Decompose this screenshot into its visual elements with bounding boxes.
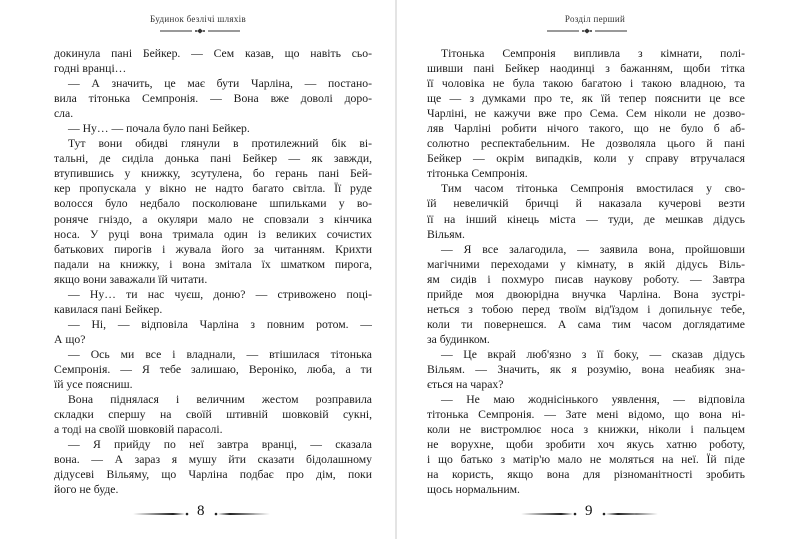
text-line: вона. — А зараз я мушу йти сказати бідолашному	[54, 453, 372, 467]
text-line: роняче гніздо, а окуляри мало не сповзали з кінчика	[54, 212, 372, 226]
text-line: — Це вкрай люб'язно з її боку, — сказав дідусь	[441, 347, 745, 361]
text-line: якщо вони заважали їй читати.	[54, 272, 208, 286]
text-line: ще — з думками про те, як їй тепер пояснити це все	[427, 92, 745, 106]
text-line: прийде моя двоюрідна внучка Чарліна. Вона зустрі-	[427, 287, 745, 301]
text-line: — А значить, це має бути Чарліна, — постано-	[68, 77, 372, 91]
text-line: — Ну… ти нас чуєш, доню? — стривожено поці-	[68, 287, 372, 301]
text-line: ляв Чарліні робити нічого такого, що не було б аб-	[427, 122, 745, 136]
text-line: а тоді на своїй шовковій парасолі.	[54, 423, 223, 437]
text-line: солютно респектабельним. Не дозволяла цього й пані	[427, 137, 745, 151]
text-line: — Я прийду по неї завтра вранці, — сказала	[68, 438, 372, 452]
footer-ornament-left-a	[133, 511, 189, 517]
text-line: втупившись у книжку, зсутулена, бо герань пані Бей-	[54, 167, 372, 181]
text-line: Чарліні, не кажучи вже про Сема. Сем ніколи не дозво-	[427, 107, 745, 121]
text-line: Тітонька Семпронія випливла з кімнати, полі-	[441, 47, 745, 60]
text-line: їй усе поясниш.	[54, 378, 133, 392]
text-line: складки спершу на своїй штивній шовковій сукні,	[54, 408, 372, 422]
right-page	[397, 0, 793, 539]
text-line: ям сидів і похмуро писав наукову роботу. — Завтра	[427, 272, 745, 286]
page-number-right: 9	[585, 503, 593, 519]
text-line: падали на книжку, і вона змітала їх шматком пирога,	[54, 257, 372, 271]
text-line: волосся було недбало посколюване шпильками у во-	[54, 197, 372, 211]
text-line: його не буде.	[54, 483, 119, 497]
text-line: на користь, якщо вона для різноманітності зробить	[427, 468, 745, 482]
text-line: за будинком.	[427, 332, 490, 346]
text-line: Вільям. — Значить, як я розумію, вона неабияк зна-	[427, 362, 745, 376]
left-page	[0, 0, 396, 539]
text-line: дідусеві Вільяму, що Чарліна подбає про дім, поки	[54, 468, 372, 482]
text-line: щось нормальним.	[427, 483, 520, 497]
text-line: тальні, де сиділа донька пані Бейкер — як завжди,	[54, 152, 372, 166]
text-line: — Не маю жоднісінького уявлення, — відповіла	[441, 393, 745, 407]
text-line: коли не вистромлює носа з книжки, ніколи і пальцем	[427, 423, 745, 437]
running-head-left: Будинок безлічі шляхів	[149, 14, 246, 24]
text-line: її чоловіка не була такою багатою і такою владною, та	[427, 77, 745, 91]
footer-ornament-left-b	[214, 511, 270, 517]
text-line: неться з тобою перед твоїм від'їздом і допильнує тебе,	[427, 302, 745, 316]
text-line: Тут вони обидві глянули в протилежний бік ві-	[68, 137, 372, 151]
text-line: — Я все залагодила, — заявила вона, пройшовши	[441, 242, 745, 256]
text-line: і що батько з матір'ю мало не моляться на неї. Їй піде	[427, 453, 745, 467]
header-ornament-right	[537, 28, 637, 34]
text-line: Вона піднялася і величним жестом розправила	[68, 393, 372, 407]
footer-ornament-right-b	[602, 511, 658, 517]
text-line: коли ти повернешся. А сама тим часом доглядатиме	[427, 317, 745, 331]
text-line: Бейкер — окрім випадків, коли у справу втручалася	[427, 152, 745, 166]
page-number-left: 8	[197, 503, 205, 519]
text-line: — Ось ми все і владнали, — втішилася тітонька	[68, 347, 372, 361]
text-line: їй невеличкій бричці й наказала кучерові везти	[427, 197, 745, 211]
text-line: шивши пані Бейкер наодинці з бажанням, щоби тітка	[427, 62, 745, 76]
text-line: не ворухне, щоби зробити хоч якусь хатню роботу,	[427, 438, 745, 452]
text-line: сла.	[54, 107, 74, 121]
footer-right	[397, 503, 793, 525]
text-line: магічними переходами у кімнату, в якій дідусь Віль-	[427, 257, 745, 271]
text-line: тітонька Семпронія.	[427, 167, 528, 181]
text-line: Вільям.	[427, 227, 465, 241]
footer-left	[0, 503, 396, 525]
body-text-right	[427, 46, 745, 497]
text-line: докинула пані Бейкер. — Сем казав, що навіть сьо-	[54, 47, 372, 60]
text-line: ється на чарах?	[427, 378, 504, 392]
text-line: Семпронія. — Я тебе залишаю, Вероніко, люба, а ти	[54, 362, 372, 376]
text-line: годні вранці…	[54, 62, 127, 76]
footer-ornament-right-a	[521, 511, 577, 517]
text-line: батькових пирогів і жувала його за читанням. Крихти	[54, 242, 372, 256]
text-line: Тим часом тітонька Семпронія вмостилася у сво-	[441, 182, 745, 196]
header-ornament-left	[150, 28, 250, 34]
text-line: А що?	[54, 332, 86, 346]
text-line: — Ну… — почала було пані Бейкер.	[68, 122, 250, 136]
body-text-left	[54, 46, 372, 497]
text-line: носа. У руці вона тримала один із великих сочистих	[54, 227, 372, 241]
text-line: її на інший кінець міста — туди, де мешкав дідусь	[427, 212, 745, 226]
text-line: кер пропускала у вікно не надто багато світла. Її руде	[54, 182, 372, 196]
text-line: кавилася пані Бейкер.	[54, 302, 163, 316]
running-head-right: Розділ перший	[564, 14, 626, 24]
text-line: — Ні, — відповіла Чарліна з повним ротом. —	[68, 317, 372, 331]
text-line: тітонька Семпронія. — Зате мені відомо, що вона ні-	[427, 408, 745, 422]
text-line: вила тітонька Семпронія. — Вона вже доволі доро-	[54, 92, 372, 106]
